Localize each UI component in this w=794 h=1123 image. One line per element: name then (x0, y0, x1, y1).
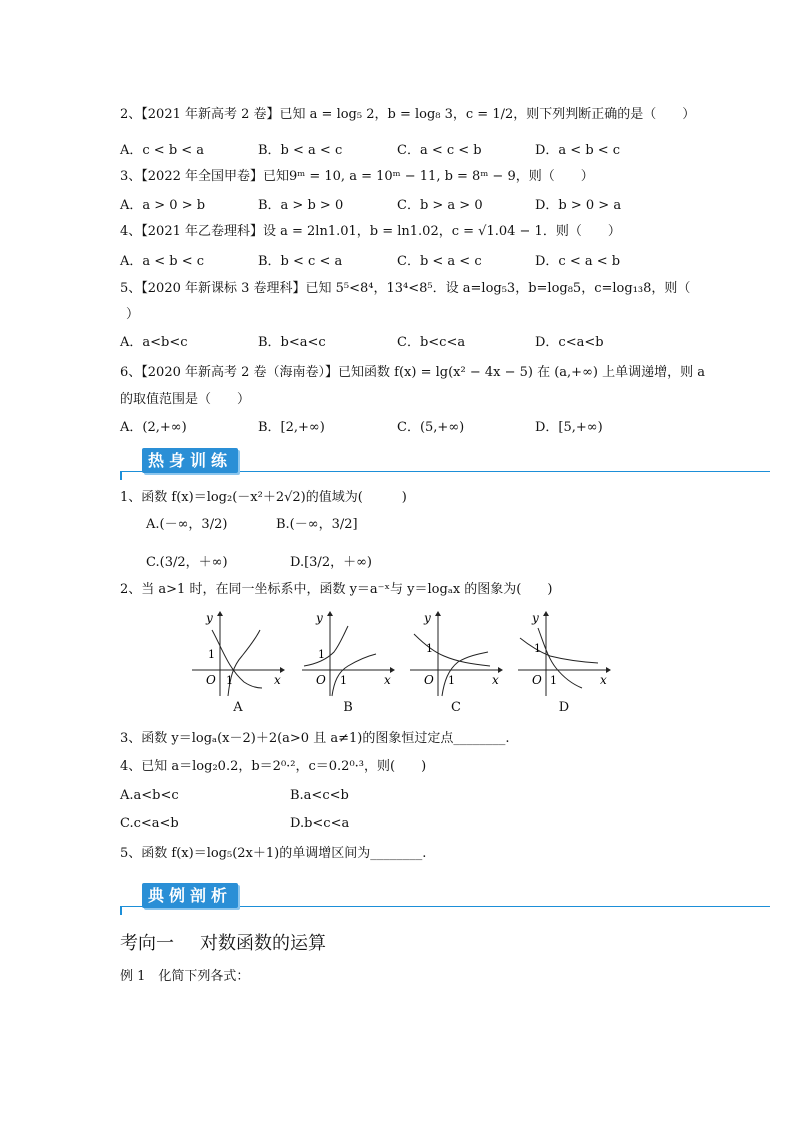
graph-a (190, 608, 286, 718)
q6-stem-cont: 的取值范围是（ ） (120, 392, 251, 407)
banner-marker (120, 472, 122, 480)
graph-a-y: y (206, 611, 213, 625)
graph-c-o: O (424, 673, 434, 687)
q5-stem: 5、【2020 年新课标 3 卷理科】已知 5⁵<8⁴，13⁴<8⁵．设 a=log₅3，b=log₈5，c=log₁₃8，则（ (120, 281, 691, 296)
examples-title: 典例剖析 (142, 883, 238, 908)
graph-a-one-y: 1 (208, 648, 215, 661)
q6-option-a: A．(2,+∞) (120, 420, 187, 435)
graph-b-plot (300, 608, 396, 698)
q6-option-c: C．(5,+∞) (397, 420, 465, 435)
q4-stem: 4、【2021 年乙卷理科】设 a = 2ln1.01，b = ln1.02，c = √1.04 − 1．则（ ） (120, 224, 621, 239)
warmup-q5-stem: 5、函数 f(x)＝log₅(2x＋1)的单调增区间为________. (120, 846, 427, 861)
q3-option-c: C．b > a > 0 (397, 198, 483, 213)
q3-option-a: A．a > 0 > b (120, 198, 206, 213)
graph-b-one-x: 1 (340, 674, 347, 687)
warmup-title: 热身训练 (142, 448, 238, 473)
q3-option-d: D．b > 0 > a (535, 198, 622, 213)
q2-option-b: B．b < a < c (258, 143, 343, 158)
examples-banner (120, 883, 770, 913)
q4-option-c: C．b < a < c (397, 254, 482, 269)
q4-option-a: A．a < b < c (120, 254, 205, 269)
warmup-banner (120, 448, 770, 478)
graph-c-one-y: 1 (426, 642, 433, 655)
graph-c-caption: C (451, 700, 461, 715)
q5-option-a: A．a<b<c (120, 335, 188, 350)
q2-option-d: D．a < b < c (535, 143, 621, 158)
warmup-q4-stem: 4、已知 a＝log₂0.2，b＝2⁰·²，c＝0.2⁰·³，则( ) (120, 759, 427, 774)
graph-a-one-x: 1 (226, 674, 233, 687)
graph-c (408, 608, 504, 718)
q2-stem: 2、【2021 年新高考 2 卷】已知 a = log₅ 2，b = log₈ 3，c = 1/2，则下列判断正确的是（ ） (120, 107, 696, 122)
banner-marker (120, 907, 122, 915)
graph-d-one-y: 1 (534, 642, 541, 655)
heading-label: 考向一 (120, 933, 174, 954)
graph-d-x: x (600, 673, 607, 687)
q6-stem: 6、【2020 年新高考 2 卷（海南卷）】已知函数 f(x) = lg(x² − 4x − 5) 在 (a,+∞) 上单调递增，则 a (120, 365, 705, 380)
graph-d-caption: D (558, 700, 570, 715)
warmup-q4-option-d: D.b<c<a (290, 816, 350, 831)
graph-a-x: x (274, 673, 281, 687)
q6-option-b: B．[2,+∞) (258, 420, 325, 435)
heading-topic: 对数函数的运算 (200, 933, 326, 954)
q2-option-c: C．a < c < b (397, 143, 482, 158)
warmup-q1-option-c: C.(3/2，＋∞) (146, 555, 228, 570)
graph-b-y: y (316, 611, 323, 625)
graph-d-one-x: 1 (550, 674, 557, 687)
graph-a-o: O (206, 673, 216, 687)
warmup-q1-option-d: D.[3/2，＋∞) (290, 555, 372, 570)
graph-b-one-y: 1 (318, 648, 325, 661)
example-1: 例 1 化简下列各式： (120, 969, 250, 984)
graph-d-y: y (532, 611, 539, 625)
q5-stem-cont: ） (126, 307, 140, 322)
graph-c-one-x: 1 (448, 674, 455, 687)
warmup-q3-stem: 3、函数 y＝logₐ(x－2)＋2(a>0 且 a≠1)的图象恒过定点________. (120, 731, 510, 746)
q3-option-b: B．a > b > 0 (258, 198, 344, 213)
graph-c-y: y (424, 611, 431, 625)
graph-c-x: x (492, 673, 499, 687)
graph-b-o: O (316, 673, 326, 687)
q5-option-b: B．b<a<c (258, 335, 326, 350)
graph-b-caption: B (343, 700, 353, 715)
warmup-q4-option-a: A.a<b<c (120, 788, 179, 803)
section-heading (120, 929, 352, 955)
q5-option-c: C．b<c<a (397, 335, 466, 350)
graph-d-plot (516, 608, 612, 698)
graph-d (516, 608, 612, 718)
warmup-q2-stem: 2、当 a>1 时，在同一坐标系中，函数 y＝a⁻ˣ与 y＝logₐx 的图象为( ) (120, 582, 553, 597)
q6-option-d: D．[5,+∞) (535, 420, 603, 435)
warmup-q1-option-a: A.(－∞，3/2) (146, 517, 228, 532)
q4-option-d: D．c < a < b (535, 254, 621, 269)
warmup-q4-option-b: B.a<c<b (290, 788, 349, 803)
graph-c-plot (408, 608, 504, 698)
warmup-q1-stem: 1、函数 f(x)＝log₂(－x²＋2√2)的值域为( ) (120, 490, 407, 505)
graph-b-x: x (384, 673, 391, 687)
graph-b (300, 608, 396, 718)
q3-stem: 3、【2022 年全国甲卷】已知9ᵐ = 10, a = 10ᵐ − 11, b = 8ᵐ − 9，则（ ） (120, 169, 594, 184)
q2-option-a: A．c < b < a (120, 143, 205, 158)
graph-a-plot (190, 608, 286, 698)
graph-d-o: O (532, 673, 542, 687)
warmup-q4-option-c: C.c<a<b (120, 816, 179, 831)
warmup-q1-option-b: B.(－∞，3/2] (276, 517, 358, 532)
q5-option-d: D．c<a<b (535, 335, 604, 350)
q4-option-b: B．b < c < a (258, 254, 343, 269)
graph-a-caption: A (233, 700, 243, 715)
